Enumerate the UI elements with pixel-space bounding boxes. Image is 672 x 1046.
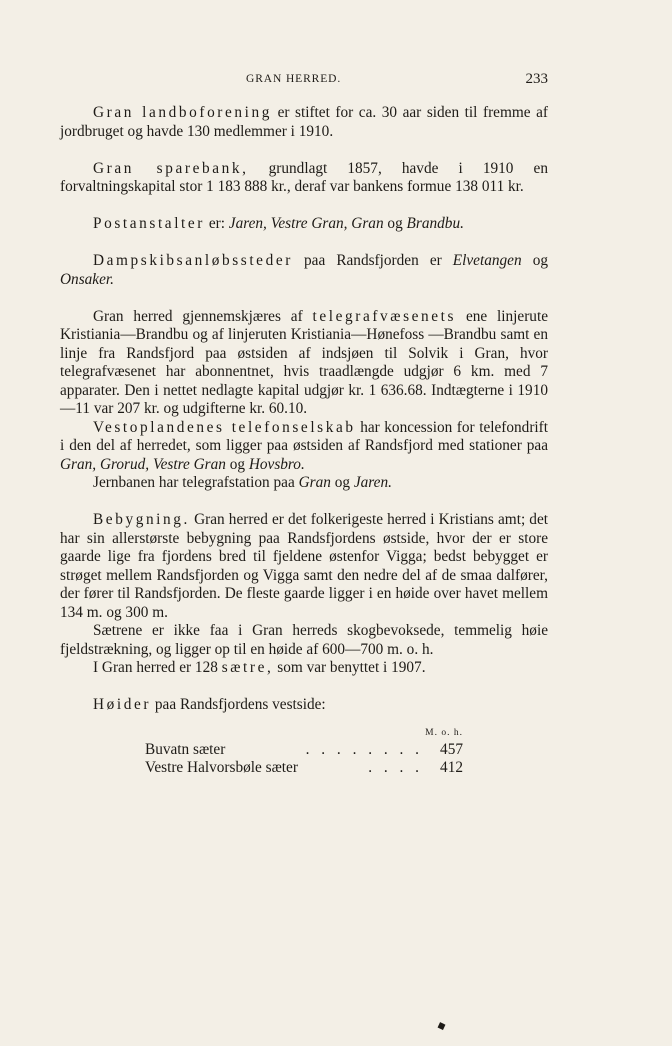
page-header (60, 71, 548, 91)
row-name: Vestre Halvorsbøle sæter (145, 759, 298, 776)
row-leader: . . . . . . . . (305, 740, 423, 758)
table-row (145, 741, 463, 760)
row-value: 457 (440, 740, 463, 758)
row-value: 412 (440, 759, 463, 776)
paragraph-postanstalter: Postanstalter er: Jaren, Vestre Gran, Gran og Brandbu. (93, 215, 464, 232)
row-leader: . . . . (368, 759, 423, 776)
body-text (60, 104, 548, 778)
heights-unit-header: M. o. h. (425, 727, 463, 738)
paragraph-landboforening: Gran landboforening er stiftet for ca. 30 aar siden til fremme af jordbruget og havde 130 medlemmer i 1910. (60, 104, 548, 140)
paragraph-jernbane: Jernbanen har telegrafstation paa Gran og Jaren. (93, 474, 392, 491)
row-name: Buvatn sæter (145, 740, 226, 758)
table-row (145, 759, 463, 778)
paragraph-bebygning: Bebygning. Gran herred er det folkerigeste herred i Kristians amt; det har sin allerstørste bebygning paa Randsfjordens østside, hvor der er store gaarde lige fra fjordens bred til fjeldene østenfor Vigga; bedst bebygget er strøget mellem Randsfjorden og Vigga samt den nedre del af de smaa dalfører, der fører til Randsfjorden. De fleste gaarde ligger i en høide over havet mellem 134 m. og 300 m. (60, 511, 548, 621)
paragraph-telegraf: Gran herred gjennemskjæres af telegrafvæsenets ene linjerute Kristiania—Brandbu og af linjeruten Kristiania—Hønefoss —Brandbu samt en linje fra Randsfjord paa østsiden af indsjøen til Solvik i Gran, hvor telegrafvæsenet har abonnentnet, hvis traadlængde udgjør 6 km. med 7 apparater. Den i nettet nedlagte kapital udgjør kr. 1 636.68. Indtægterne i 1910—11 var 207 kr. og udgifterne kr. 60.10. (60, 307, 548, 417)
paragraph-telefon: Vestoplandenes telefonselskab har koncession for telefondrift i den del af herredet, som ligger paa østsiden af Randsfjord med stationer paa Gran, Grorud, Vestre Gran og Hovsbro. (60, 418, 549, 473)
paragraph-sparebank: Gran sparebank, grundlagt 1857, havde i 1910 en forvaltningskapital stor 1 183 888 kr., deraf var bankens formue 138 011 kr. (60, 159, 548, 195)
printers-mark-icon: ◆ (435, 1018, 448, 1034)
paragraph-saeter-count: I Gran herred er 128 sætre, som var benyttet i 1907. (93, 659, 426, 676)
running-head: GRAN HERRED. (246, 73, 342, 85)
heights-table (145, 725, 463, 778)
paragraph-saetrene: Sætrene er ikke faa i Gran herreds skogbevoksede, temmelig høie fjeldstrækning, og ligger op til en høide af 600—700 m. o. h. (60, 622, 548, 658)
page-number: 233 (525, 71, 548, 87)
paragraph-dampskibsanlob: Dampskibsanløbssteder paa Randsfjorden er Elvetangen og Onsaker. (60, 252, 548, 288)
heights-heading: Høider paa Randsfjordens vestside: (93, 696, 326, 713)
